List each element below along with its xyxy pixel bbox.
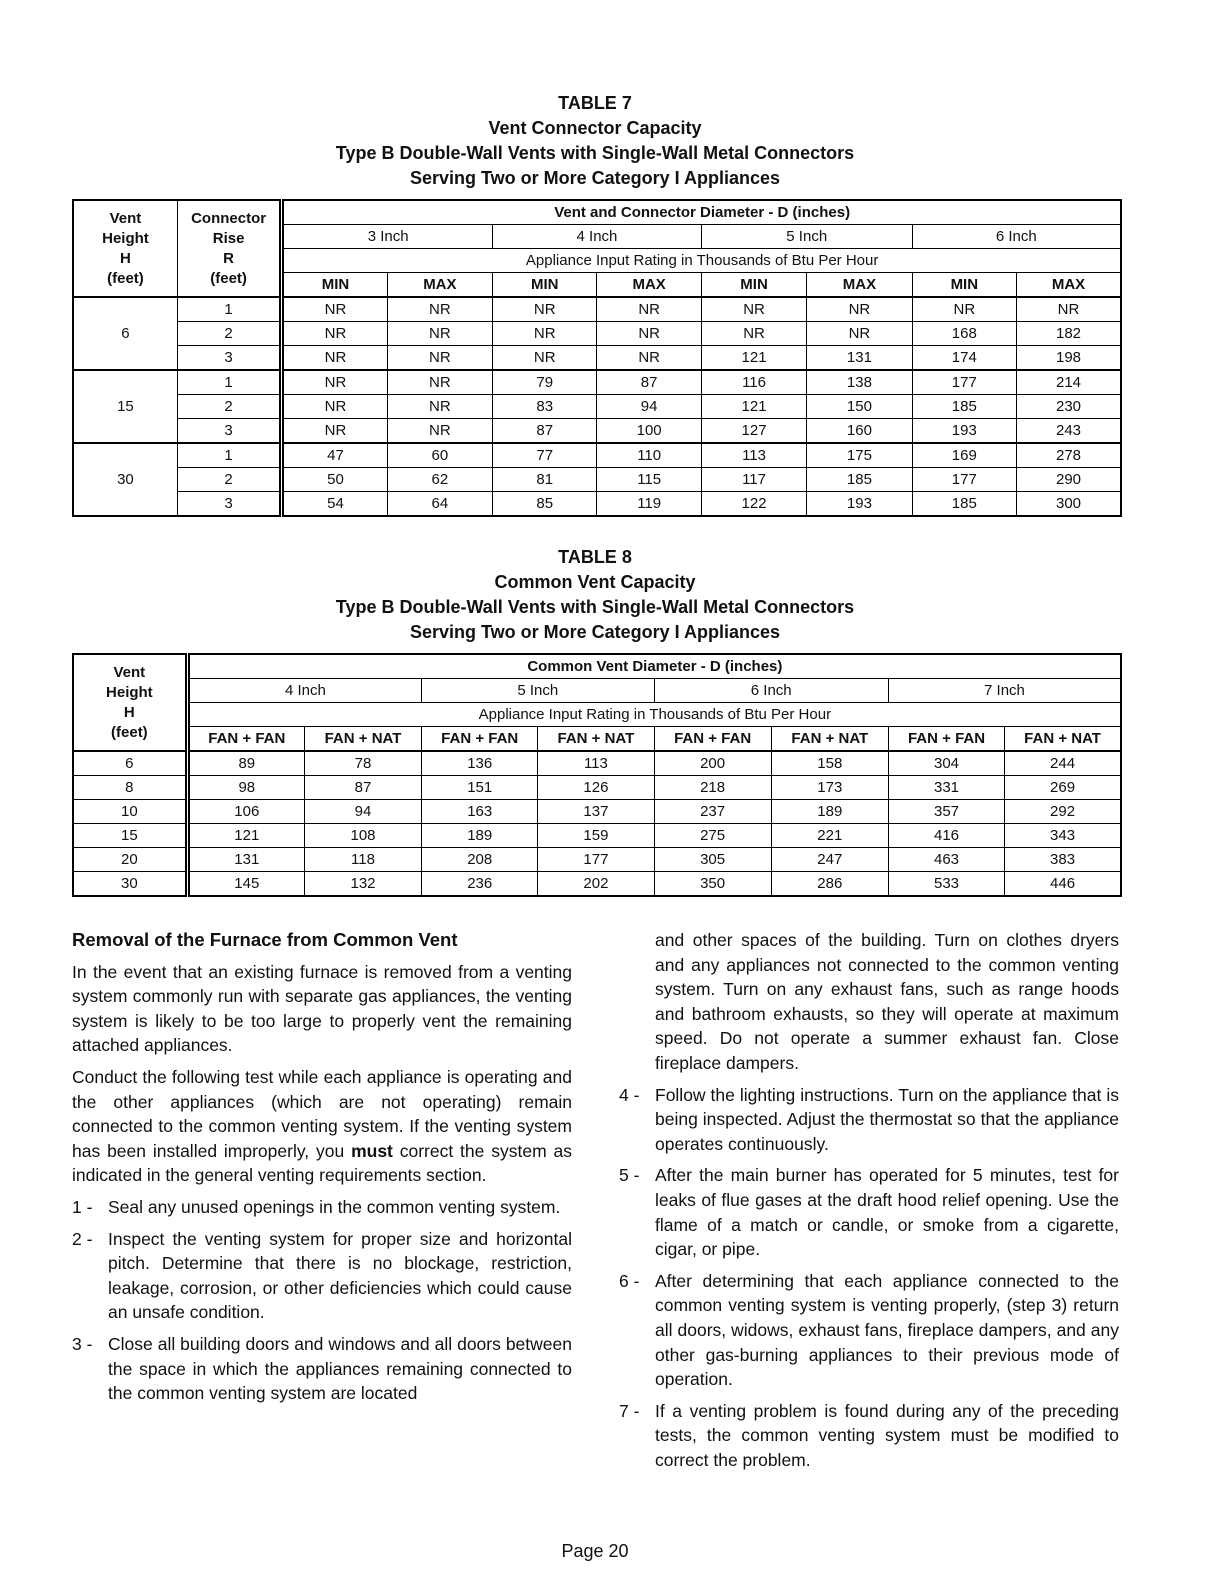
table7-size-6in: 6 Inch <box>912 225 1121 249</box>
table8-value-cell: 275 <box>654 824 771 848</box>
table8-value-cell: 159 <box>538 824 654 848</box>
table7-value-cell: 300 <box>1017 492 1121 517</box>
table8-value-cell: 343 <box>1005 824 1121 848</box>
table7-value-cell: 122 <box>701 492 806 517</box>
table8-value-cell: 331 <box>888 776 1004 800</box>
table7-value-cell: NR <box>597 346 701 371</box>
table8-value-cell: 533 <box>888 872 1004 897</box>
table8-value-cell: 126 <box>538 776 654 800</box>
table7-value-cell: 81 <box>493 468 597 492</box>
table7-value-cell: 278 <box>1017 443 1121 468</box>
table8-value-cell: 173 <box>771 776 888 800</box>
table7-value-cell: NR <box>1017 297 1121 322</box>
table8-value-cell: 305 <box>654 848 771 872</box>
table7-value-cell: NR <box>387 370 492 395</box>
table8-height-cell: 6 <box>73 751 187 776</box>
vent-height-cell: 6 <box>73 297 177 370</box>
table8-value-cell: 137 <box>538 800 654 824</box>
table8-value-cell: 357 <box>888 800 1004 824</box>
table8-value-cell: 108 <box>304 824 421 848</box>
table8-row <box>73 824 1121 848</box>
table8-value-cell: 350 <box>654 872 771 897</box>
table8-caption <box>0 545 1190 645</box>
table7-value-cell: 127 <box>701 419 806 444</box>
table8-value-cell: 158 <box>771 751 888 776</box>
vent-height-label-line2: Height <box>102 229 149 247</box>
table8-subtitle: Type B Double-Wall Vents with Single-Wall Metal Connectors <box>335 597 855 617</box>
table7-value-cell: NR <box>282 346 387 371</box>
table7-value-cell: 177 <box>912 370 1016 395</box>
table8-value-cell: 286 <box>771 872 888 897</box>
table7-subheader-max: MAX <box>807 273 912 298</box>
table7-value-cell: 121 <box>701 346 806 371</box>
table8 <box>72 653 1122 897</box>
table7-value-cell: 87 <box>493 419 597 444</box>
table7-value-cell: 198 <box>1017 346 1121 371</box>
step-text: After the main burner has operated for 5 minutes, test for leaks of flue gases at the draft hood relief opening. Use the flame of a match or candle, or smoke from a cigarette, cigar, or pipe. <box>655 1165 1119 1260</box>
table7-size-4in: 4 Inch <box>493 225 702 249</box>
table7-row <box>73 419 1121 444</box>
table7-value-cell: 47 <box>282 443 387 468</box>
table7-subheader-max: MAX <box>597 273 701 298</box>
step-number: 6 - <box>619 1270 640 1291</box>
table8-vent-height-header <box>73 654 187 751</box>
table7-value-cell: NR <box>282 370 387 395</box>
connector-rise-cell: 1 <box>177 370 281 395</box>
table7-value-cell: 193 <box>912 419 1016 444</box>
table7-row <box>73 346 1121 371</box>
table8-value-cell: 151 <box>422 776 538 800</box>
table8-value-cell: 247 <box>771 848 888 872</box>
connector-rise-label-line4: (feet) <box>210 269 247 287</box>
table8-height-cell: 15 <box>73 824 187 848</box>
table7-value-cell: 110 <box>597 443 701 468</box>
table8-value-cell: 118 <box>304 848 421 872</box>
table7-value-cell: 177 <box>912 468 1016 492</box>
table7-value-cell: 100 <box>597 419 701 444</box>
table8-subheader: FAN + NAT <box>304 727 421 752</box>
table7-value-cell: 121 <box>701 395 806 419</box>
table8-subheader: FAN + FAN <box>422 727 538 752</box>
connector-rise-cell: 1 <box>177 443 281 468</box>
table8-value-cell: 189 <box>771 800 888 824</box>
table8-row <box>73 800 1121 824</box>
table8-size-4in: 4 Inch <box>187 679 421 703</box>
table8-subheader: FAN + NAT <box>771 727 888 752</box>
vent-height-cell: 15 <box>73 370 177 443</box>
step-4 <box>619 1083 1119 1157</box>
table8-value-cell: 236 <box>422 872 538 897</box>
table8-rating-header: Appliance Input Rating in Thousands of Btu Per Hour <box>187 703 1121 727</box>
table7 <box>72 199 1122 517</box>
connector-rise-cell: 3 <box>177 492 281 517</box>
table8-title: Common Vent Capacity <box>494 572 696 592</box>
table7-value-cell: 185 <box>807 468 912 492</box>
step-5 <box>619 1163 1119 1261</box>
table8-value-cell: 89 <box>187 751 304 776</box>
table8-value-cell: 221 <box>771 824 888 848</box>
step-3 <box>72 1332 572 1406</box>
step-text: Close all building doors and windows and all doors between the space in which the appliances remaining connected to the common venting system are located <box>108 1333 572 1404</box>
table8-subheader: FAN + FAN <box>654 727 771 752</box>
table8-height-cell: 10 <box>73 800 187 824</box>
table8-vent-height-line1: Vent <box>113 663 146 681</box>
table8-value-cell: 189 <box>422 824 538 848</box>
vent-height-header <box>73 200 177 297</box>
table7-value-cell: NR <box>387 297 492 322</box>
step-1 <box>72 1195 572 1220</box>
vent-height-cell: 30 <box>73 443 177 516</box>
table8-value-cell: 177 <box>538 848 654 872</box>
intro-paragraph: In the event that an existing furnace is removed from a venting system commonly run with separate gas appliances, the venting system is likely to be too large to properly vent the remaining attached appliances. <box>72 961 572 1056</box>
connector-rise-cell: 3 <box>177 346 281 371</box>
table8-height-cell: 20 <box>73 848 187 872</box>
table7-value-cell: NR <box>282 297 387 322</box>
table8-subheader: FAN + FAN <box>187 727 304 752</box>
table8-size-5in: 5 Inch <box>422 679 654 703</box>
table7-value-cell: 150 <box>807 395 912 419</box>
step-number: 1 - <box>72 1196 93 1217</box>
table7-value-cell: 185 <box>912 395 1016 419</box>
table8-value-cell: 106 <box>187 800 304 824</box>
table7-value-cell: 94 <box>597 395 701 419</box>
table8-size-6in: 6 Inch <box>654 679 888 703</box>
table7-row <box>73 443 1121 468</box>
table7-value-cell: NR <box>912 297 1016 322</box>
step-6 <box>619 1269 1119 1392</box>
table7-value-cell: 160 <box>807 419 912 444</box>
step-7 <box>619 1399 1119 1473</box>
table7-value-cell: 230 <box>1017 395 1121 419</box>
table8-value-cell: 163 <box>422 800 538 824</box>
table8-value-cell: 98 <box>187 776 304 800</box>
table7-subheader-max: MAX <box>1017 273 1121 298</box>
table7-subheader-max: MAX <box>387 273 492 298</box>
table7-value-cell: NR <box>387 395 492 419</box>
right-column <box>619 928 1119 1479</box>
table7-diameter-header: Vent and Connector Diameter - D (inches) <box>282 200 1121 225</box>
table7-value-cell: 168 <box>912 322 1016 346</box>
table7-subheader-min: MIN <box>701 273 806 298</box>
table8-subheader: FAN + NAT <box>538 727 654 752</box>
table7-value-cell: 169 <box>912 443 1016 468</box>
table8-size-7in: 7 Inch <box>888 679 1121 703</box>
table7-value-cell: 77 <box>493 443 597 468</box>
table7-value-cell: NR <box>807 322 912 346</box>
table8-value-cell: 136 <box>422 751 538 776</box>
table8-value-cell: 237 <box>654 800 771 824</box>
step-text: If a venting problem is found during any of the preceding tests, the common venting system must be modified to correct the problem. <box>655 1400 1119 1470</box>
table8-row <box>73 776 1121 800</box>
table8-subheader: FAN + NAT <box>1005 727 1121 752</box>
table7-value-cell: 54 <box>282 492 387 517</box>
table7-value-cell: 290 <box>1017 468 1121 492</box>
test-paragraph-start: Conduct the following test while each appliance is operating and the other appliances (which are not operating) remain connected to the common venting system. If the venting system has been installed improperly, you <box>72 1066 572 1161</box>
step-number: 7 - <box>619 1400 640 1421</box>
table7-value-cell: 119 <box>597 492 701 517</box>
connector-rise-cell: 2 <box>177 468 281 492</box>
table8-number: TABLE 8 <box>558 547 632 567</box>
step-text: After determining that each appliance connected to the common venting system is venting properly, (step 3) return all doors, widows, exhaust fans, fireplace dampers, and any other gas-burning appliances to their previous mode of operation. <box>655 1270 1119 1390</box>
table7-value-cell: 185 <box>912 492 1016 517</box>
table7-value-cell: 79 <box>493 370 597 395</box>
table7-number: TABLE 7 <box>558 93 632 113</box>
table7-value-cell: 85 <box>493 492 597 517</box>
step-number: 4 - <box>619 1084 640 1105</box>
table7-subheader-min: MIN <box>282 273 387 298</box>
table7-value-cell: NR <box>282 395 387 419</box>
must-emphasis: must <box>351 1140 393 1161</box>
table8-value-cell: 416 <box>888 824 1004 848</box>
connector-rise-cell: 2 <box>177 322 281 346</box>
table7-value-cell: 115 <box>597 468 701 492</box>
step-2 <box>72 1227 572 1325</box>
table8-vent-height-line2: Height <box>106 683 153 701</box>
section-heading: Removal of the Furnace from Common Vent <box>72 929 458 950</box>
table8-value-cell: 121 <box>187 824 304 848</box>
table8-value-cell: 463 <box>888 848 1004 872</box>
connector-rise-label-line2: Rise <box>212 229 245 247</box>
connector-rise-header <box>177 200 281 297</box>
table8-value-cell: 87 <box>304 776 421 800</box>
table7-value-cell: 174 <box>912 346 1016 371</box>
connector-rise-label-line3: R <box>223 249 234 267</box>
table8-value-cell: 78 <box>304 751 421 776</box>
table7-value-cell: 243 <box>1017 419 1121 444</box>
table7-value-cell: 83 <box>493 395 597 419</box>
table7-row <box>73 395 1121 419</box>
table7-value-cell: NR <box>597 322 701 346</box>
table8-value-cell: 113 <box>538 751 654 776</box>
table8-value-cell: 244 <box>1005 751 1121 776</box>
step-text: Seal any unused openings in the common venting system. <box>108 1196 561 1217</box>
table8-row <box>73 848 1121 872</box>
table8-value-cell: 218 <box>654 776 771 800</box>
table8-vent-height-line3: H <box>123 703 135 721</box>
table8-diameter-header: Common Vent Diameter - D (inches) <box>187 654 1121 679</box>
table7-value-cell: NR <box>282 322 387 346</box>
step-number: 3 - <box>72 1333 93 1354</box>
table7-value-cell: 113 <box>701 443 806 468</box>
table8-value-cell: 208 <box>422 848 538 872</box>
table8-row <box>73 751 1121 776</box>
test-paragraph <box>72 1065 572 1188</box>
table8-value-cell: 132 <box>304 872 421 897</box>
table8-value-cell: 304 <box>888 751 1004 776</box>
table7-value-cell: NR <box>807 297 912 322</box>
table7-value-cell: NR <box>493 346 597 371</box>
page-number: Page 20 <box>561 1541 629 1561</box>
table7-value-cell: 175 <box>807 443 912 468</box>
table8-value-cell: 383 <box>1005 848 1121 872</box>
step-text: Inspect the venting system for proper size and horizontal pitch. Determine that there is no blockage, restriction, leakage, corrosion, or other deficiencies which could cause an unsafe condition. <box>108 1228 572 1323</box>
table7-subheader-min: MIN <box>912 273 1016 298</box>
step-number: 2 - <box>72 1228 93 1249</box>
table8-value-cell: 202 <box>538 872 654 897</box>
table7-value-cell: 60 <box>387 443 492 468</box>
step-3-continued <box>619 928 1119 1076</box>
table7-value-cell: 116 <box>701 370 806 395</box>
table8-vent-height-line4: (feet) <box>111 723 148 741</box>
table7-value-cell: 182 <box>1017 322 1121 346</box>
table8-value-cell: 446 <box>1005 872 1121 897</box>
connector-rise-cell: 3 <box>177 419 281 444</box>
table7-caption <box>0 91 1190 191</box>
table7-row <box>73 492 1121 517</box>
left-column <box>72 928 572 1413</box>
table7-row <box>73 297 1121 322</box>
table8-value-cell: 292 <box>1005 800 1121 824</box>
table8-row <box>73 872 1121 897</box>
table8-subtitle-2: Serving Two or More Category I Appliances <box>409 622 781 642</box>
step-number: 5 - <box>619 1165 640 1186</box>
connector-rise-cell: 2 <box>177 395 281 419</box>
vent-height-label-line1: Vent <box>109 209 142 227</box>
table7-value-cell: NR <box>282 419 387 444</box>
table8-subheader: FAN + FAN <box>888 727 1004 752</box>
vent-height-label-line3: H <box>120 249 131 267</box>
table7-subtitle-2: Serving Two or More Category I Appliances <box>409 168 781 188</box>
table7-value-cell: 64 <box>387 492 492 517</box>
table8-value-cell: 94 <box>304 800 421 824</box>
vent-height-label-line4: (feet) <box>107 269 144 287</box>
table7-value-cell: 62 <box>387 468 492 492</box>
table7-subheader-min: MIN <box>493 273 597 298</box>
table8-value-cell: 145 <box>187 872 304 897</box>
table7-subtitle: Type B Double-Wall Vents with Single-Wall Metal Connectors <box>335 143 855 163</box>
table7-row <box>73 322 1121 346</box>
table8-value-cell: 131 <box>187 848 304 872</box>
table7-value-cell: 214 <box>1017 370 1121 395</box>
table7-value-cell: 50 <box>282 468 387 492</box>
test-paragraph-end: correct the system as indicated in the general venting requirements section. <box>72 1140 572 1186</box>
table7-value-cell: NR <box>701 297 806 322</box>
table7-value-cell: 138 <box>807 370 912 395</box>
table7-row <box>73 370 1121 395</box>
table7-value-cell: 193 <box>807 492 912 517</box>
step-text: Follow the lighting instructions. Turn on the appliance that is being inspected. Adjust the thermostat so that the appliance operates continuously. <box>655 1084 1119 1154</box>
table8-height-cell: 30 <box>73 872 187 897</box>
table7-value-cell: NR <box>701 322 806 346</box>
table8-value-cell: 269 <box>1005 776 1121 800</box>
table7-size-3in: 3 Inch <box>282 225 493 249</box>
table7-title: Vent Connector Capacity <box>488 118 702 138</box>
table7-value-cell: NR <box>493 297 597 322</box>
table7-value-cell: NR <box>387 322 492 346</box>
table7-value-cell: 117 <box>701 468 806 492</box>
table8-height-cell: 8 <box>73 776 187 800</box>
connector-rise-label-line1: Connector <box>191 209 267 227</box>
table7-value-cell: NR <box>387 419 492 444</box>
table8-value-cell: 200 <box>654 751 771 776</box>
table7-value-cell: NR <box>493 322 597 346</box>
table7-rating-header: Appliance Input Rating in Thousands of Btu Per Hour <box>282 249 1121 273</box>
table7-value-cell: 131 <box>807 346 912 371</box>
table7-value-cell: 87 <box>597 370 701 395</box>
table7-value-cell: NR <box>387 346 492 371</box>
table7-value-cell: NR <box>597 297 701 322</box>
table7-size-5in: 5 Inch <box>701 225 912 249</box>
connector-rise-cell: 1 <box>177 297 281 322</box>
step-text: and other spaces of the building. Turn on clothes dryers and any appliances not connected to the common venting system. Turn on any exhaust fans, such as range hoods and bathroom exhausts, so they will operate at maximum speed. Do not operate a summer exhaust fan. Close fireplace dampers. <box>655 930 1119 1073</box>
table7-row <box>73 468 1121 492</box>
